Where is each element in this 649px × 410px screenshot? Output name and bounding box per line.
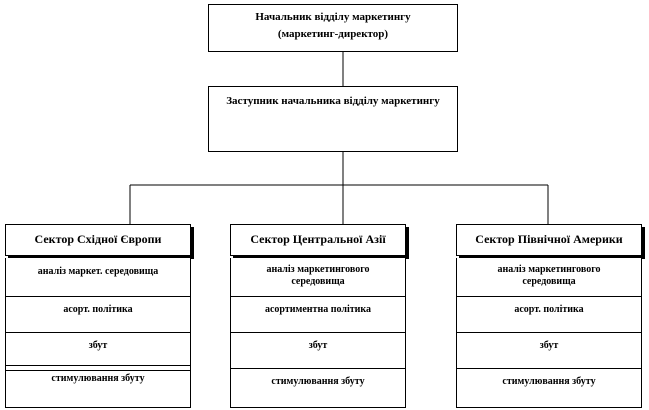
sector-row: стимулювання збуту xyxy=(502,376,596,387)
head-title-line2: (маркетинг-директор) xyxy=(277,27,389,40)
sector-title: Сектор Центральної Азії xyxy=(250,232,386,246)
sector-row: аналіз маркетингового середовища xyxy=(497,264,601,287)
deputy-title: Заступник начальника відділу маркетингу xyxy=(226,95,440,107)
sector-title: Сектор Північної Америки xyxy=(475,232,623,246)
head-title-line1: Начальник відділу маркетингу xyxy=(255,11,411,23)
sector-row: асортиментна політика xyxy=(264,304,372,315)
sector-title-box xyxy=(230,224,406,256)
deputy-box xyxy=(208,86,458,152)
sector-row: асорт. політика xyxy=(63,304,133,315)
head-title xyxy=(209,11,457,40)
sector-row: аналіз маркетингового середовища xyxy=(266,264,370,287)
sector-row: аналіз маркет. середовища xyxy=(37,266,159,277)
sector-row: збут xyxy=(539,340,559,351)
sector-row: збут xyxy=(308,340,328,351)
sector-title-box xyxy=(5,224,191,256)
sector-rows xyxy=(5,258,191,408)
sector-title: Сектор Східної Європи xyxy=(34,232,162,246)
sector-row: стимулювання збуту xyxy=(271,376,365,387)
sector-row: збут xyxy=(88,340,108,351)
sector-title-box xyxy=(456,224,642,256)
sector-row: стимулювання збуту xyxy=(51,373,145,384)
head-box xyxy=(208,4,458,52)
sector-row: асорт. політика xyxy=(514,304,584,315)
